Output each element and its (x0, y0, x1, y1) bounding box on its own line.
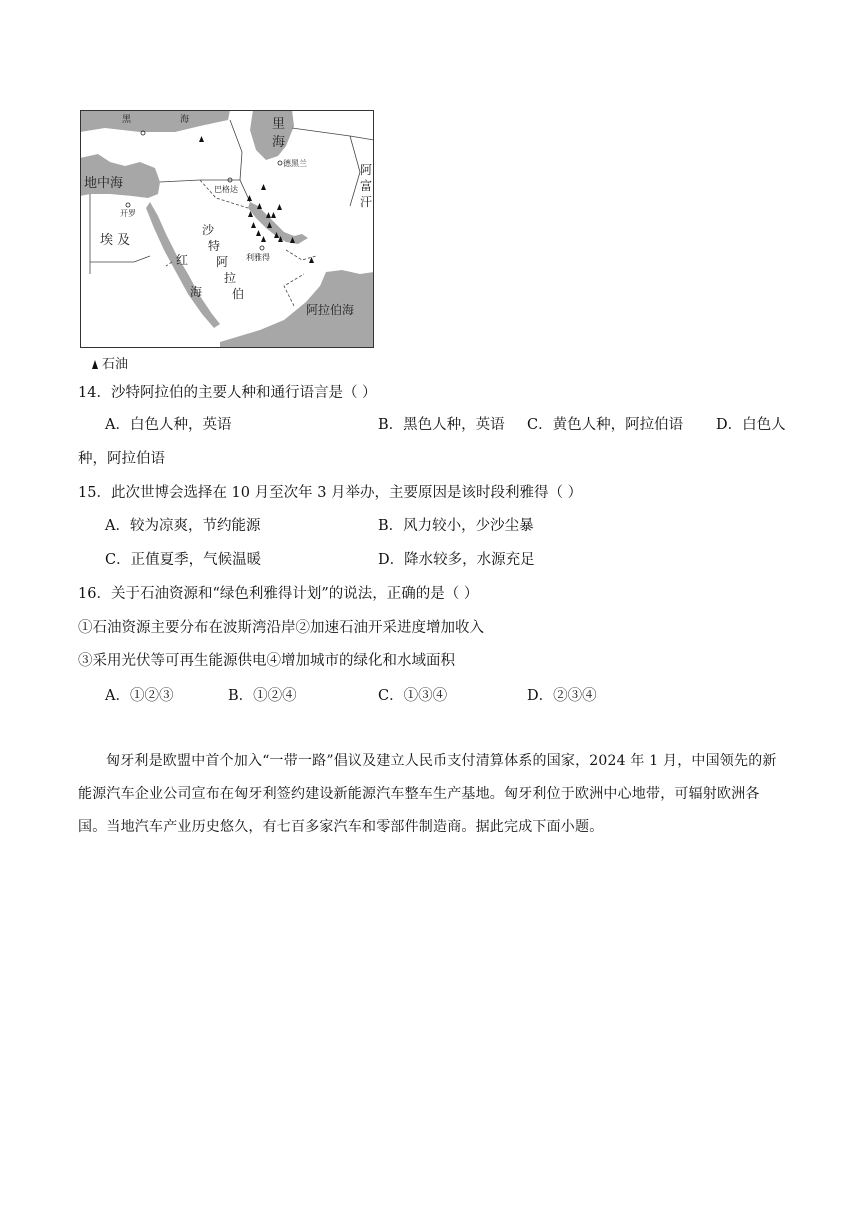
label-black-sea-1: 黑 (122, 115, 132, 125)
q14-option-b: B．黑色人种，英语 (378, 417, 505, 433)
question-14-stem: 14．沙特阿拉伯的主要人种和通行语言是（ ） (78, 385, 377, 401)
label-afghanistan-2: 富 (360, 179, 373, 193)
label-riyadh: 利雅得 (246, 253, 270, 262)
legend-label: 石油 (102, 357, 129, 372)
label-caspian-1: 里 (272, 117, 286, 132)
q14-option-d-continued: 种，阿拉伯语 (78, 451, 165, 467)
oil-icon (92, 360, 98, 369)
passage-hungary: 匈牙利是欧盟中首个加入“一带一路”倡议及建立人民币支付清算体系的国家，2024 年 1 月，中国领先的新能源汽车企业公司宣布在匈牙利签约建设新能源汽车整车生产基地。匈牙利位于欧洲中心地带，可辐射欧洲各国。当地汽车产业历史悠久，有七百多家汽车和零部件制造商。据此完成下面小题。 (78, 753, 777, 835)
middle-east-map (80, 110, 374, 348)
label-red-sea-2: 海 (190, 285, 203, 299)
label-baghdad: 巴格达 (214, 185, 238, 194)
question-15-stem: 15．此次世博会选择在 10 月至次年 3 月举办，主要原因是该时段利雅得（ ） (78, 485, 583, 501)
q14-option-c: C．黄色人种，阿拉伯语 (527, 417, 684, 433)
q16-option-c: C．①③④ (378, 688, 448, 704)
q14-option-d: D．白色人 (716, 417, 786, 433)
label-saudi-2: 特 (208, 239, 221, 253)
q15-option-c: C．正值夏季，气候温暖 (105, 552, 262, 568)
q15-option-d: D．降水较多，水源充足 (378, 552, 535, 568)
q16-option-b: B．①②④ (228, 688, 297, 704)
q16-statements-3-4: ③采用光伏等可再生能源供电④增加城市的绿化和水域面积 (78, 653, 455, 669)
label-red-sea-1: 红 (176, 253, 189, 267)
label-tehran: 德黑兰 (283, 159, 307, 168)
q15-option-a: A．较为凉爽，节约能源 (105, 518, 261, 534)
label-saudi-1: 沙 (202, 223, 215, 237)
label-black-sea-2: 海 (180, 115, 190, 125)
label-afghanistan-1: 阿 (360, 163, 373, 177)
label-arabian-sea: 阿拉伯海 (306, 303, 355, 317)
q16-option-a: A．①②③ (105, 688, 174, 704)
q16-option-d: D．②③④ (527, 688, 597, 704)
label-saudi-5: 伯 (232, 287, 245, 301)
label-egypt: 埃 及 (100, 233, 131, 248)
q14-option-a: A．白色人种，英语 (105, 417, 232, 433)
label-caspian-2: 海 (272, 135, 286, 150)
label-cairo: 开罗 (120, 209, 136, 218)
question-16-stem: 16．关于石油资源和“绿色利雅得计划”的说法，正确的是（ ） (78, 586, 479, 602)
map-legend (92, 353, 128, 372)
label-saudi-3: 阿 (216, 255, 229, 269)
label-afghanistan-3: 汗 (360, 195, 373, 209)
label-saudi-4: 拉 (224, 271, 237, 285)
label-mediterranean: 地中海 (84, 176, 124, 191)
q16-statements-1-2: ①石油资源主要分布在波斯湾沿岸②加速石油开采进度增加收入 (78, 620, 484, 636)
q15-option-b: B．风力较小，少沙尘暴 (378, 518, 534, 534)
